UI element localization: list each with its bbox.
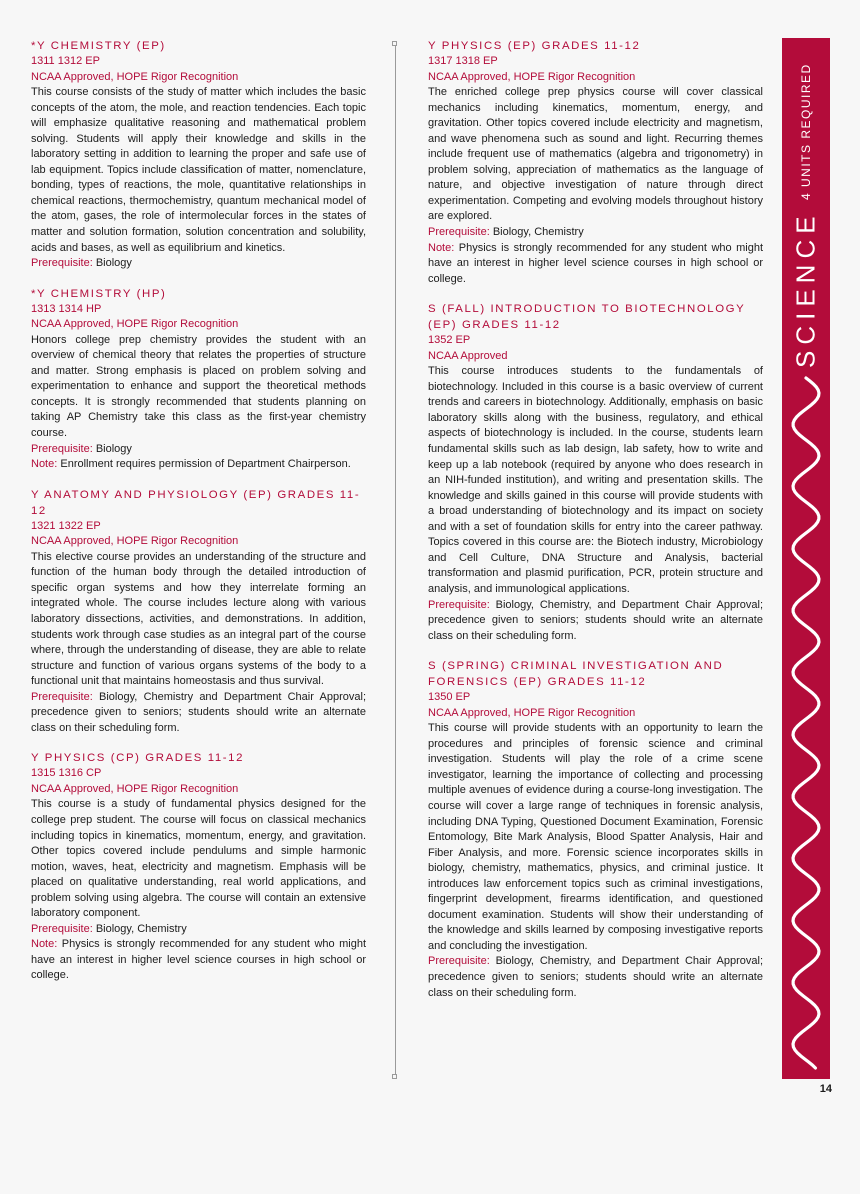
course-code: 1350 EP — [428, 691, 471, 704]
course-prerequisite — [31, 922, 366, 938]
course-prerequisite — [428, 225, 763, 241]
course-code: 1321 1322 EP — [31, 519, 101, 532]
divider-top-cap — [392, 41, 397, 46]
note-text: Physics is strongly recommended for any student who might have an interest in higher level science courses in high school or college. — [428, 241, 763, 285]
course-title: S (SPRING) CRIMINAL INVESTIGATION AND FORENSICS (EP) GRADES 11-12 — [428, 660, 724, 689]
course-approval: NCAA Approved, HOPE Rigor Recognition — [428, 706, 636, 719]
course-prerequisite — [428, 954, 763, 1001]
course-approval: NCAA Approved, HOPE Rigor Recognition — [31, 782, 239, 795]
prerequisite-text: Biology, Chemistry, and Department Chair Approval; precedence given to seniors; students should write an alternate class on their scheduling form. — [428, 598, 763, 642]
prerequisite-label: Prerequisite: — [31, 690, 93, 703]
course-code: 1352 EP — [428, 334, 471, 347]
course-anatomy-physiology — [31, 487, 366, 737]
course-title: Y ANATOMY AND PHYSIOLOGY (EP) GRADES 11-12 — [31, 488, 361, 517]
course-code: 1313 1314 HP — [31, 302, 102, 315]
prerequisite-text: Biology, Chemistry and Department Chair Approval; precedence given to seniors; students should write an alternate class on their scheduling form. — [31, 690, 367, 734]
course-prerequisite — [31, 256, 366, 272]
course-description: This course is a study of fundamental physics designed for the college prep student. The course will focus on classical mechanics including topics in kinematics, momentum, energy, and gravitation. Other topics covered include pendulums and simple harmonic motion, waves, heat, electricity and magnetism. Emphasis will be placed on qualitative understanding, real world applications, and problem solving using algebra. The course will contain an extensive laboratory component. — [31, 798, 366, 920]
note-text: Enrollment requires permission of Department Chairperson. — [60, 458, 351, 471]
course-code: 1317 1318 EP — [428, 55, 498, 67]
course-title: S (FALL) INTRODUCTION TO BIOTECHNOLOGY (EP) GRADES 11-12 — [428, 303, 746, 332]
prerequisite-label: Prerequisite: — [31, 257, 93, 270]
course-description: The enriched college prep physics course will cover classical mechanics including kinematics, momentum, energy, and gravitation. Other topics covered include electricity and magnetism, and wave phenomena such as sound and light. Recurring themes include frequent use of mathematics (algebra and trigonometry) in problem solving, appreciation of mathematics as the language of nature, and objective investigation of nature through direct experimentation. Competing and evolving models throughout history are explored. — [428, 86, 763, 223]
note-label: Note: — [428, 241, 455, 254]
prerequisite-label: Prerequisite: — [428, 226, 490, 239]
course-title: *Y CHEMISTRY (EP) — [31, 40, 166, 52]
course-prerequisite — [31, 690, 366, 737]
course-title: *Y CHEMISTRY (HP) — [31, 287, 167, 300]
course-description: This course introduces students to the fundamentals of biotechnology. Included in this course is a basic overview of current trends and careers in biotechnology. Additionally, emphasis on basic laboratory skills along with the business, regulatory, and ethical aspects of biotechnology is included. In the course, students learn fundamental skills such as lab design, lab safety, how to write and keep up a lab notebook (required by anyone who does research in an NIH-funded institution), and writing and presentation skills. The knowledge and skills gained in this course will provide students with a broad understanding of biotechnology and its impact on society and with a set of foundation skills for entry into the career pathway. Topics covered in this course are: the Biotech industry, Microbiology and Cell Culture, DNA Structure and Analysis, bacterial transformation and plasmid purification, PCR, protein structure and analysis, and immunological applications. — [428, 365, 763, 595]
right-column — [428, 38, 763, 1015]
section-subtitle: 4 UNITS REQUIRED — [799, 63, 813, 201]
course-code: 1315 1316 CP — [31, 767, 102, 780]
course-title: Y PHYSICS (EP) GRADES 11-12 — [428, 40, 641, 52]
prerequisite-label: Prerequisite: — [428, 955, 490, 968]
course-note — [428, 241, 763, 288]
left-column — [31, 38, 366, 998]
prerequisite-text: Biology, Chemistry — [95, 922, 187, 935]
page-number: 14 — [819, 1083, 832, 1095]
prerequisite-label: Prerequisite: — [428, 598, 490, 611]
note-text: Physics is strongly recommended for any student who might have an interest in higher level science courses in high school or college. — [31, 938, 366, 982]
course-description: This elective course provides an understanding of the structure and function of the human body through the detailed introduction of specific organ systems and how they interrelate forming an integrated whole. The course includes lecture along with various laboratory dissections, activities, and demonstrations. In addition, students work through case studies as an integral part of the course where, through the understanding of disease, they are able to relate structure and function of various organs systems of the body to a functional unit that maintains homeostasis and thus survival. — [31, 550, 366, 688]
science-side-band — [782, 38, 830, 1079]
prerequisite-text: Biology — [95, 257, 132, 270]
side-band-label — [782, 38, 830, 368]
course-chemistry-hp — [31, 286, 366, 473]
course-approval: NCAA Approved — [428, 349, 508, 362]
course-approval: NCAA Approved, HOPE Rigor Recognition — [31, 535, 239, 548]
divider-bottom-cap — [392, 1074, 397, 1079]
prerequisite-text: Biology, Chemistry — [492, 226, 584, 239]
section-title: SCIENCE — [790, 210, 821, 368]
note-label: Note: — [31, 458, 58, 471]
course-description: This course will provide students with an opportunity to learn the procedures and principles of forensic science and criminal investigation. Students will play the role of a crime scene investigator, learning the importance of collecting and processing multiple avenues of evidence during a course-long investigation. The course will cover a large range of techniques in forensic analysis, including DNA Typing, Questioned Document Examination, Forensic Entomology, Bite Mark Analysis, Blood Spatter Analysis, Hair and Fiber Analysis, and more. Forensic science incorporates skills in biology, chemistry, mathematics, physics, and criminal justice. It introduces law enforcement topics such as criminal investigations, fingerprint development, firearms identification, and questioned document examination. Students will show their understanding of the knowledge and skills learned by composing investigative reports and concluding the investigation. — [428, 722, 763, 952]
course-forensics — [428, 658, 763, 1001]
prerequisite-label: Prerequisite: — [31, 922, 93, 935]
course-chemistry-ep — [31, 38, 366, 272]
wave-decoration — [782, 368, 830, 1079]
course-approval: NCAA Approved, HOPE Rigor Recognition — [31, 318, 239, 331]
course-physics-ep — [428, 38, 763, 287]
course-prerequisite — [31, 442, 366, 458]
course-approval: NCAA Approved, HOPE Rigor Recognition — [428, 70, 636, 83]
course-approval: NCAA Approved, HOPE Rigor Recognition — [31, 70, 239, 83]
course-code: 1311 1312 EP — [31, 55, 100, 67]
course-description: This course consists of the study of matter which includes the basic concepts of the atom, the mole, and reaction tendencies. Each topic will emphasize qualitative reasoning and mathematical problem solving. Students will apply their knowledge and skills in the laboratory setting in addition to learning the proper and safe use of lab equipment. Topics include classification of matter, nomenclature, bonding, types of reactions, the mole, quantitative relationships in chemical reactions, thermochemistry, quantum mechanical model of the atom, gases, the role of intermolecular forces in the states of matter and solution formation, solution concentration and solubility, acids and bases, as well as equilibrium and kinetics. — [31, 86, 366, 254]
course-biotechnology — [428, 301, 763, 644]
course-description: Honors college prep chemistry provides the student with an overview of chemical theory that relates the properties of structure and matter. Strong emphasis is placed on problem solving and experimentation to enhance and support the theoretical methods concepts. It is strongly recommended that students planning on taking AP Chemistry take this class as the first-year chemistry course. — [31, 333, 366, 440]
course-title: Y PHYSICS (CP) GRADES 11-12 — [31, 752, 245, 765]
course-note — [31, 937, 366, 984]
prerequisite-text: Biology — [95, 442, 132, 455]
note-label: Note: — [31, 938, 58, 951]
course-prerequisite — [428, 598, 763, 645]
course-physics-cp — [31, 750, 366, 984]
course-note — [31, 457, 366, 473]
prerequisite-label: Prerequisite: — [31, 442, 93, 455]
column-divider — [395, 44, 396, 1077]
prerequisite-text: Biology, Chemistry, and Department Chair Approval; precedence given to seniors; students should write an alternate class on their scheduling form. — [428, 955, 763, 999]
